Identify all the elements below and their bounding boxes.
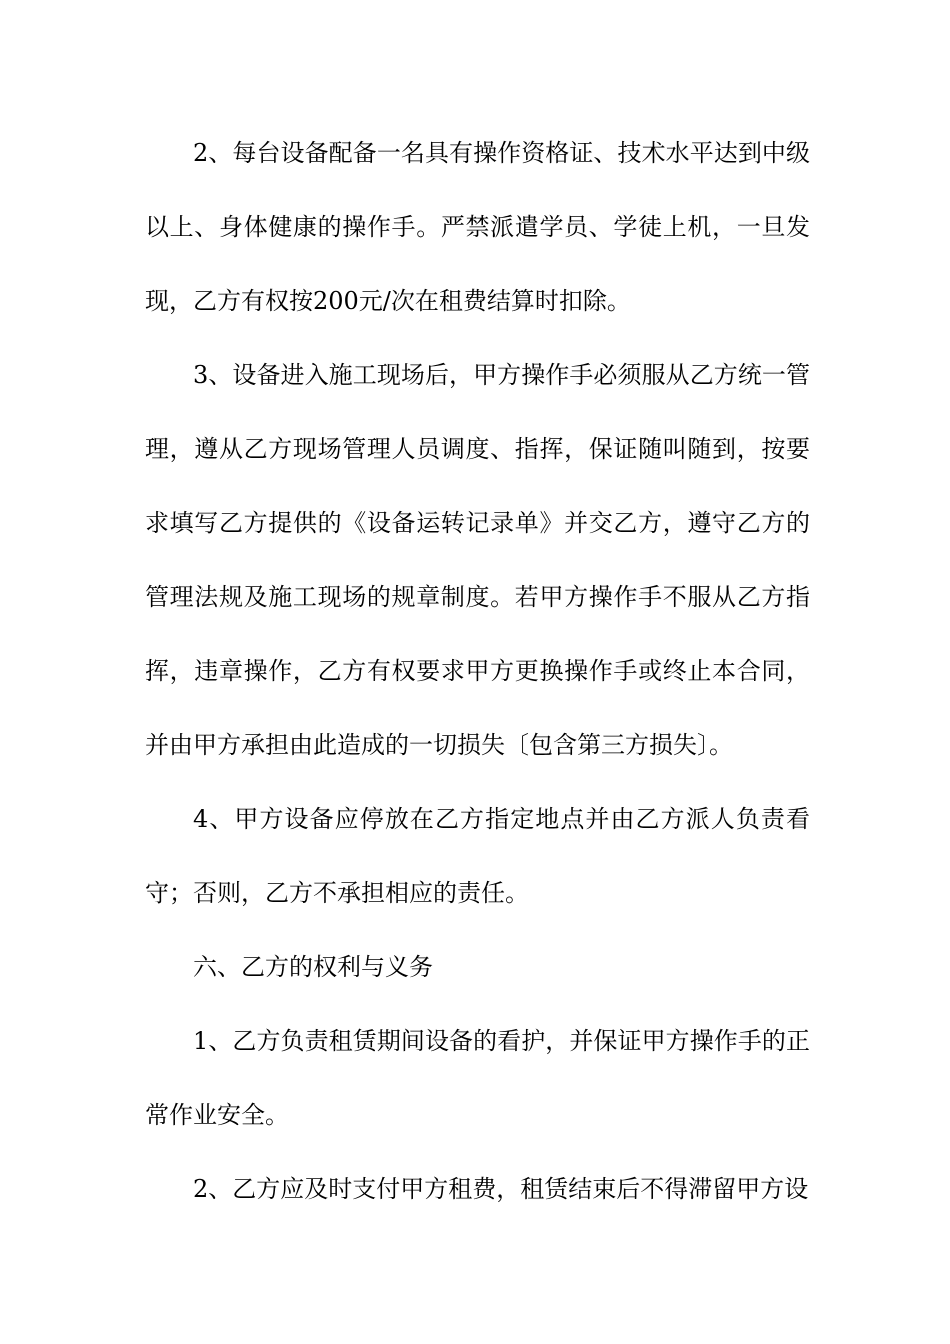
document-body bbox=[145, 116, 810, 1226]
paragraph-equipment-parking: 4、甲方设备应停放在乙方指定地点并由乙方派人负责看守；否则，乙方不承担相应的责任。 bbox=[145, 805, 810, 907]
section-heading-party-b-rights: 六、乙方的权利与义务 bbox=[193, 953, 433, 981]
paragraph-rent-payment: 2、乙方应及时支付甲方租费，租赁结束后不得滞留甲方设 bbox=[193, 1175, 809, 1203]
paragraph-operator-requirements: 2、每台设备配备一名具有操作资格证、技术水平达到中级以上、身体健康的操作手。严禁派遣学员、学徒上机，一旦发现，乙方有权按200元/次在租费结算时扣除。 bbox=[145, 139, 810, 315]
paragraph-equipment-custody: 1、乙方负责租赁期间设备的看护，并保证甲方操作手的正常作业安全。 bbox=[145, 1027, 810, 1129]
paragraph-site-management: 3、设备进入施工现场后，甲方操作手必须服从乙方统一管理，遵从乙方现场管理人员调度、指挥，保证随叫随到，按要求填写乙方提供的《设备运转记录单》并交乙方，遵守乙方的管理法规及施工现场的规章制度。若甲方操作手不服从乙方指挥，违章操作，乙方有权要求甲方更换操作手或终止本合同，并由甲方承担由此造成的一切损失〔包含第三方损失〕。 bbox=[145, 361, 810, 759]
